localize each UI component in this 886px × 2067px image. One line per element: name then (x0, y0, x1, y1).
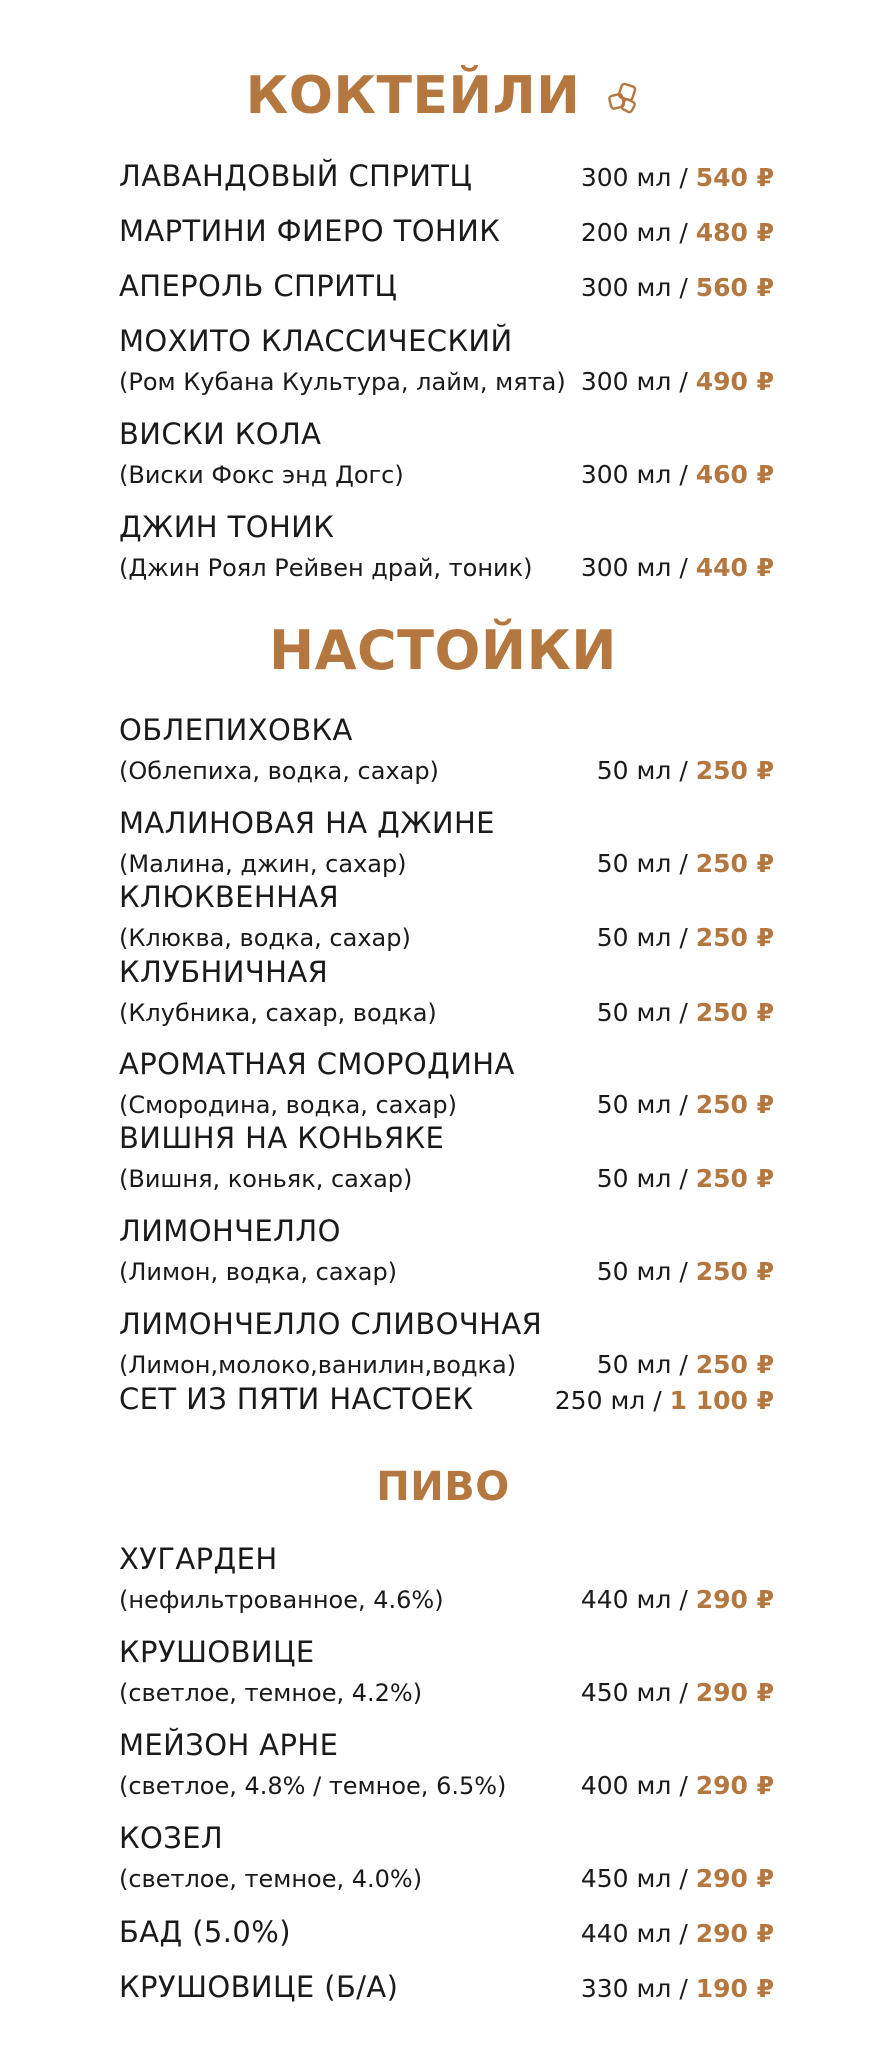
menu-item-name: АРОМАТНАЯ СМОРОДИНА (119, 1047, 515, 1081)
menu-item-amount: 250 ₽ (695, 1164, 774, 1193)
menu-item-amount: 250 ₽ (695, 849, 774, 878)
menu-item-name: ХУГАРДЕН (119, 1542, 278, 1576)
menu-item-amount: 190 ₽ (695, 1974, 774, 2003)
menu-item-description: (светлое, темное, 4.0%) (119, 1865, 423, 1893)
menu-item-price (597, 1259, 774, 1284)
menu-item-price (597, 1092, 774, 1117)
menu-item-volume: 300 мл / (580, 367, 696, 396)
menu-item-name: ОБЛЕПИХОВКА (119, 713, 353, 747)
menu-item-volume: 50 мл / (596, 1090, 696, 1119)
section-title-cocktails (0, 66, 886, 129)
menu-item-price (597, 1352, 774, 1377)
menu-item-amount: 250 ₽ (695, 1257, 774, 1286)
menu-item-volume: 440 мл / (580, 1585, 696, 1614)
menu-item-volume: 450 мл / (580, 1864, 696, 1893)
menu-item-name: ВИШНЯ НА КОНЬЯКЕ (119, 1121, 445, 1155)
menu-item-amount: 290 ₽ (695, 1771, 774, 1800)
menu-item-description: (Малина, джин, сахар) (119, 850, 407, 878)
menu-item-description: (Клубника, сахар, водка) (119, 999, 437, 1027)
menu-item-description: (Смородина, водка, сахар) (119, 1091, 457, 1119)
menu-item-name: ВИСКИ КОЛА (119, 417, 322, 451)
menu-item-name: КЛЮКВЕННАЯ (119, 880, 340, 914)
menu-item-description: (Клюква, водка, сахар) (119, 924, 411, 952)
menu-item-amount: 480 ₽ (695, 218, 774, 247)
menu-item-price (581, 1866, 774, 1891)
menu-item-amount: 250 ₽ (695, 1350, 774, 1379)
menu-item-name: ДЖИН ТОНИК (119, 510, 335, 544)
ice-cubes-icon (606, 69, 640, 129)
menu-item-price (581, 1587, 774, 1612)
menu-item-name: ЛИМОНЧЕЛЛО (119, 1214, 341, 1248)
section-title-cocktails-text: КОКТЕЙЛИ (245, 66, 581, 126)
menu-item-volume: 300 мл / (580, 460, 696, 489)
menu-item-description: (светлое, 4.8% / темное, 6.5%) (119, 1772, 507, 1800)
menu-item-volume: 50 мл / (596, 756, 696, 785)
menu-item-price (581, 555, 774, 580)
menu-item-name: КОЗЕЛ (119, 1821, 224, 1855)
menu-item-volume: 50 мл / (596, 998, 696, 1027)
menu-item-price (581, 1976, 774, 2001)
menu-item-amount: 250 ₽ (695, 998, 774, 1027)
section-title-tinctures: НАСТОЙКИ (269, 619, 617, 682)
menu-item-volume: 50 мл / (596, 849, 696, 878)
menu-item-amount: 490 ₽ (695, 367, 774, 396)
menu-item-description: (Лимон,молоко,ванилин,водка) (119, 1351, 517, 1379)
menu-item-volume: 300 мл / (580, 553, 696, 582)
menu-item-price (581, 275, 774, 300)
menu-item-amount: 290 ₽ (695, 1585, 774, 1614)
menu-item-price (597, 925, 774, 950)
menu-item-description: (Облепиха, водка, сахар) (119, 757, 439, 785)
menu-item-volume: 50 мл / (596, 923, 696, 952)
menu-item-name: МАРТИНИ ФИЕРО ТОНИК (119, 214, 501, 248)
menu-item-volume: 300 мл / (580, 163, 696, 192)
menu-item-amount: 250 ₽ (695, 756, 774, 785)
menu-item-name: КРУШОВИЦЕ (119, 1635, 315, 1669)
menu-item-amount: 1 100 ₽ (669, 1386, 774, 1415)
menu-item-description: (нефильтрованное, 4.6%) (119, 1586, 444, 1614)
menu-item-name: КЛУБНИЧНАЯ (119, 955, 329, 989)
menu-item-price (581, 1680, 774, 1705)
menu-item-volume: 50 мл / (596, 1164, 696, 1193)
menu-item-name: АПЕРОЛЬ СПРИТЦ (119, 269, 398, 303)
menu-item-volume: 200 мл / (580, 218, 696, 247)
menu-item-amount: 560 ₽ (695, 273, 774, 302)
menu-item-volume: 400 мл / (580, 1771, 696, 1800)
menu-item-amount: 540 ₽ (695, 163, 774, 192)
menu-item-volume: 440 мл / (580, 1919, 696, 1948)
menu-item-name: БАД (5.0%) (119, 1915, 291, 1949)
menu-item-description: (светлое, темное, 4.2%) (119, 1679, 423, 1707)
menu-item-volume: 450 мл / (580, 1678, 696, 1707)
menu-item-name: ЛАВАНДОВЫЙ СПРИТЦ (119, 159, 473, 193)
menu-item-amount: 250 ₽ (695, 923, 774, 952)
menu-item-volume: 50 мл / (596, 1350, 696, 1379)
menu-item-amount: 290 ₽ (695, 1678, 774, 1707)
menu-item-volume: 250 мл / (554, 1386, 670, 1415)
menu-item-amount: 440 ₽ (695, 553, 774, 582)
menu-item-price (581, 462, 774, 487)
menu-item-description: (Джин Роял Рейвен драй, тоник) (119, 554, 533, 582)
menu-item-price (597, 851, 774, 876)
menu-item-volume: 50 мл / (596, 1257, 696, 1286)
menu-item-volume: 300 мл / (580, 273, 696, 302)
menu-item-name: ЛИМОНЧЕЛЛО СЛИВОЧНАЯ (119, 1307, 543, 1341)
menu-item-amount: 290 ₽ (695, 1919, 774, 1948)
menu-item-name: МОХИТО КЛАССИЧЕСКИЙ (119, 324, 513, 358)
menu-item-price (555, 1388, 774, 1413)
menu-item-description: (Ром Кубана Культура, лайм, мята) (119, 368, 566, 396)
menu-item-price (581, 220, 774, 245)
menu-item-description: (Виски Фокс энд Догс) (119, 461, 404, 489)
menu-item-price (597, 758, 774, 783)
menu-item-volume: 330 мл / (580, 1974, 696, 2003)
menu-item-amount: 250 ₽ (695, 1090, 774, 1119)
menu-item-price (581, 165, 774, 190)
menu-item-name: КРУШОВИЦЕ (Б/А) (119, 1970, 399, 2004)
menu-item-price (581, 1773, 774, 1798)
menu-item-price (581, 369, 774, 394)
menu-item-amount: 460 ₽ (695, 460, 774, 489)
menu-item-price (597, 1000, 774, 1025)
section-title-beer: ПИВО (376, 1464, 510, 1510)
menu-item-price (581, 1921, 774, 1946)
menu-item-price (597, 1166, 774, 1191)
menu-item-name: СЕТ ИЗ ПЯТИ НАСТОЕК (119, 1382, 474, 1416)
menu-item-description: (Лимон, водка, сахар) (119, 1258, 398, 1286)
menu-item-name: МАЛИНОВАЯ НА ДЖИНЕ (119, 806, 495, 840)
menu-item-amount: 290 ₽ (695, 1864, 774, 1893)
menu-item-name: МЕЙЗОН АРНЕ (119, 1728, 339, 1762)
menu-item-description: (Вишня, коньяк, сахар) (119, 1165, 413, 1193)
